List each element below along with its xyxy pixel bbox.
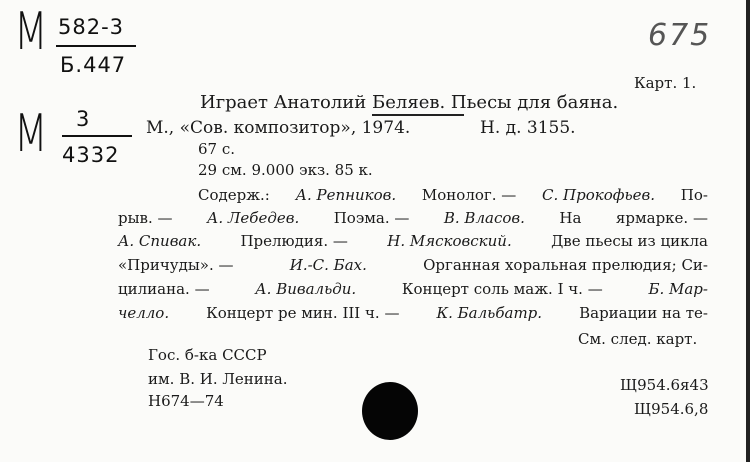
contents-text: Концерт ре мин. III ч. — — [206, 304, 400, 322]
shelfmark-top-letter: М — [14, 2, 48, 62]
contents-text: По- — [680, 186, 708, 204]
shelfmark-bottom-denominator: 4332 — [62, 143, 120, 167]
see-next-card: См. след. карт. — [578, 330, 698, 348]
composer-name: Б. Мар- — [648, 280, 708, 298]
shelfmark-bottom-numerator: 3 — [76, 107, 91, 131]
shelfmark-top-denominator: Б.447 — [60, 53, 127, 77]
contents-text: Концерт соль маж. I ч. — — [401, 280, 603, 298]
composer-name: Н. Мясковский. — [387, 232, 512, 250]
composer-name: А. Спивак. — [118, 232, 202, 250]
composer-name: челло. — [118, 304, 170, 322]
imprint-place: М., «Сов. композитор», 1974. — [146, 118, 411, 138]
contents-text: Монолог. — — [421, 186, 517, 204]
contents-text: Вариации на те- — [579, 304, 708, 322]
contents-text: «Причуды». — — [118, 256, 234, 274]
shelfmark-top-fraction-line — [56, 45, 136, 47]
library-line-3: Н674—74 — [148, 392, 224, 410]
composer-name: И.-С. Бах. — [289, 256, 367, 274]
contents-line — [118, 256, 708, 274]
contents-text: Прелюдия. — — [240, 232, 348, 250]
contents-text: рыв. — — [118, 209, 173, 227]
contents-line — [118, 209, 708, 227]
contents-line — [118, 232, 708, 250]
contents-text: ярмарке. — — [615, 209, 708, 227]
composer-name: А. Репников. — [295, 186, 397, 204]
page-count: 67 с. — [198, 140, 236, 158]
classification-1: Щ954.6я43 — [620, 376, 709, 394]
composer-name: С. Прокофьев. — [542, 186, 656, 204]
contents-text: Органная хоральная прелюдия; Си- — [423, 256, 708, 274]
imprint-plate: Н. д. 3155. — [480, 118, 576, 138]
shelfmark-bottom-fraction-line — [62, 135, 132, 137]
contents-text: Две пьесы из цикла — [551, 232, 708, 250]
contents-text: Поэма. — — [333, 209, 410, 227]
title-underline — [372, 114, 464, 116]
contents-line — [118, 280, 708, 298]
contents-line — [118, 304, 708, 322]
punch-hole — [362, 382, 418, 440]
composer-name: В. Власов. — [443, 209, 525, 227]
contents-line — [198, 186, 708, 204]
library-line-2: им. В. И. Ленина. — [148, 370, 288, 388]
shelfmark-top-numerator: 582-3 — [58, 15, 125, 39]
composer-name: К. Бальбатр. — [436, 304, 543, 322]
book-title: Играет Анатолий Беляев. Пьесы для баяна. — [200, 92, 619, 113]
pencil-mark: 675 — [648, 18, 712, 53]
physical-description: 29 см. 9.000 экз. 85 к. — [198, 161, 373, 179]
card-edge — [746, 0, 750, 462]
contents-text: На — [559, 209, 582, 227]
composer-name: А. Вивальди. — [255, 280, 357, 298]
classification-2: Щ954.6,8 — [634, 400, 709, 418]
shelfmark-bottom-letter: М — [14, 104, 48, 164]
library-line-1: Гос. б-ка СССР — [148, 346, 267, 364]
composer-name: А. Лебедев. — [207, 209, 300, 227]
contents-text: Содерж.: — [198, 186, 270, 204]
card-number: Карт. 1. — [634, 74, 697, 92]
contents-text: цилиана. — — [118, 280, 210, 298]
